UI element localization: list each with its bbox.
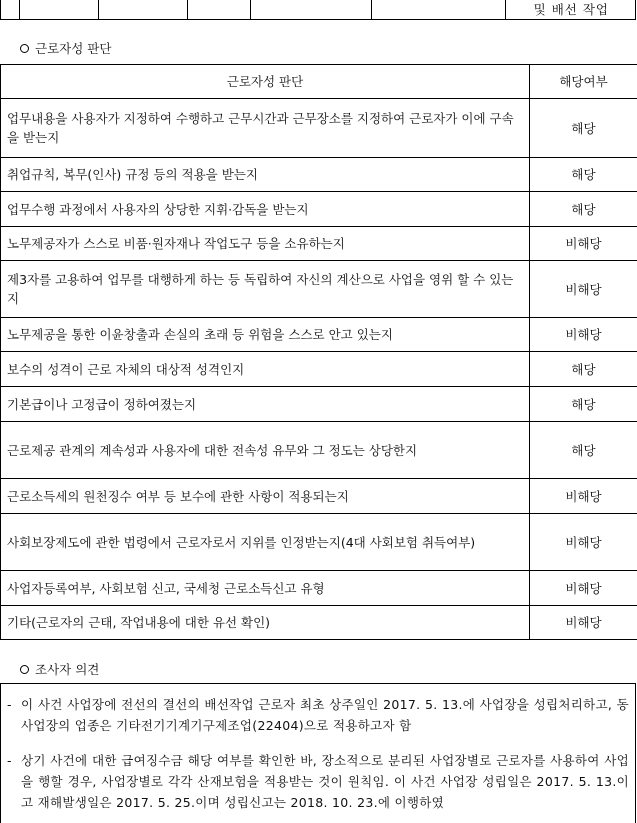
dash-bullet-icon: - [7,750,12,771]
fragment-cell [251,0,372,20]
result-cell: 비해당 [530,261,637,318]
criterion-cell: 업무내용을 사용자가 지정하여 수행하고 근무시간과 근무장소를 지정하여 근로자가 이에 구속을 받는지 [1,99,530,158]
table-header-row [1,65,637,99]
dash-bullet-icon: - [7,694,12,715]
opinion-paragraph [7,694,629,736]
table-row [1,606,637,640]
table-row [1,261,637,318]
opinion-paragraph [7,750,629,813]
result-cell: 비해당 [530,514,637,571]
table-row [1,387,637,422]
section-heading-text: 근로자성 판단 [35,39,111,57]
table-row [1,158,637,192]
fragment-cell [188,0,251,20]
result-cell: 비해당 [530,318,637,352]
result-cell: 비해당 [530,571,637,606]
criterion-cell: 근로소득세의 원천징수 여부 등 보수에 관한 사항이 적용되는지 [1,479,530,514]
table-row [1,479,637,514]
result-cell: 해당 [530,158,637,192]
table-row [1,192,637,227]
criterion-cell: 업무수행 과정에서 사용자의 상당한 지휘·감독을 받는지 [1,192,530,227]
column-header: 해당여부 [530,65,637,99]
result-cell: 비해당 [530,606,637,640]
criterion-cell: 보수의 성격이 근로 자체의 대상적 성격인지 [1,352,530,387]
table-row [1,422,637,479]
criterion-cell: 취업규칙, 복무(인사) 규정 등의 적용을 받는지 [1,158,530,192]
opinion-paragraph-text: 상기 사건에 대한 급여징수금 해당 여부를 확인한 바, 장소적으로 분리된 사업장별로 근로자를 사용하여 사업을 행할 경우, 사업장별로 각각 산재보험을 적용받는 것이 원칙임. 이 사건 사업장 성립일은 2017. 5. 13.이고 재해발생일은 2017. 5. 25.이며 성립신고는 2018. 10. 23.에 이행하였 [7,750,629,813]
section-heading-investigator-opinion [20,660,99,678]
fragment-cell [372,0,506,20]
column-header: 근로자성 판단 [1,65,530,99]
fragment-cell [20,0,99,20]
table-row [1,227,637,261]
fragment-cell-text: 및 배선 작업 [506,0,636,20]
worker-status-table [0,64,637,640]
criterion-cell: 근로제공 관계의 계속성과 사용자에 대한 전속성 유무와 그 정도는 상당한지 [1,422,530,479]
criterion-cell: 기타(근로자의 근태, 작업내용에 대한 유선 확인) [1,606,530,640]
table-row [1,352,637,387]
result-cell: 해당 [530,192,637,227]
result-cell: 해당 [530,352,637,387]
criterion-cell: 사업자등록여부, 사회보험 신고, 국세청 근로소득신고 유형 [1,571,530,606]
criterion-cell: 노무제공을 통한 이윤창출과 손실의 초래 등 위험을 스스로 안고 있는지 [1,318,530,352]
table-row [1,318,637,352]
section-heading-worker-status [20,39,111,57]
result-cell: 비해당 [530,479,637,514]
circle-bullet-icon [20,665,29,674]
criterion-cell: 제3자를 고용하여 업무를 대행하게 하는 등 독립하여 자신의 계산으로 사업을 영위 할 수 있는지 [1,261,530,318]
opinion-box [0,683,636,823]
fragment-cell [1,0,20,20]
table-row [1,514,637,571]
table-row [1,99,637,158]
result-cell: 해당 [530,387,637,422]
table-row [1,571,637,606]
circle-bullet-icon [20,44,29,53]
result-cell: 해당 [530,422,637,479]
fragment-cell [99,0,188,20]
result-cell: 해당 [530,99,637,158]
criterion-cell: 기본급이나 고정급이 정하여졌는지 [1,387,530,422]
section-heading-text: 조사자 의견 [35,660,99,678]
previous-table-fragment [0,0,636,20]
result-cell: 비해당 [530,227,637,261]
criterion-cell: 사회보장제도에 관한 법령에서 근로자로서 지위를 인정받는지(4대 사회보험 취득여부) [1,514,530,571]
criterion-cell: 노무제공자가 스스로 비품·원자재나 작업도구 등을 소유하는지 [1,227,530,261]
opinion-paragraph-text: 이 사건 사업장에 전선의 결선의 배선작업 근로자 최초 상주일인 2017. 5. 13.에 사업장을 성립처리하고, 동 사업장의 업종은 기타전기기계기구제조업(22404)으로 적용하고자 함 [7,694,629,736]
